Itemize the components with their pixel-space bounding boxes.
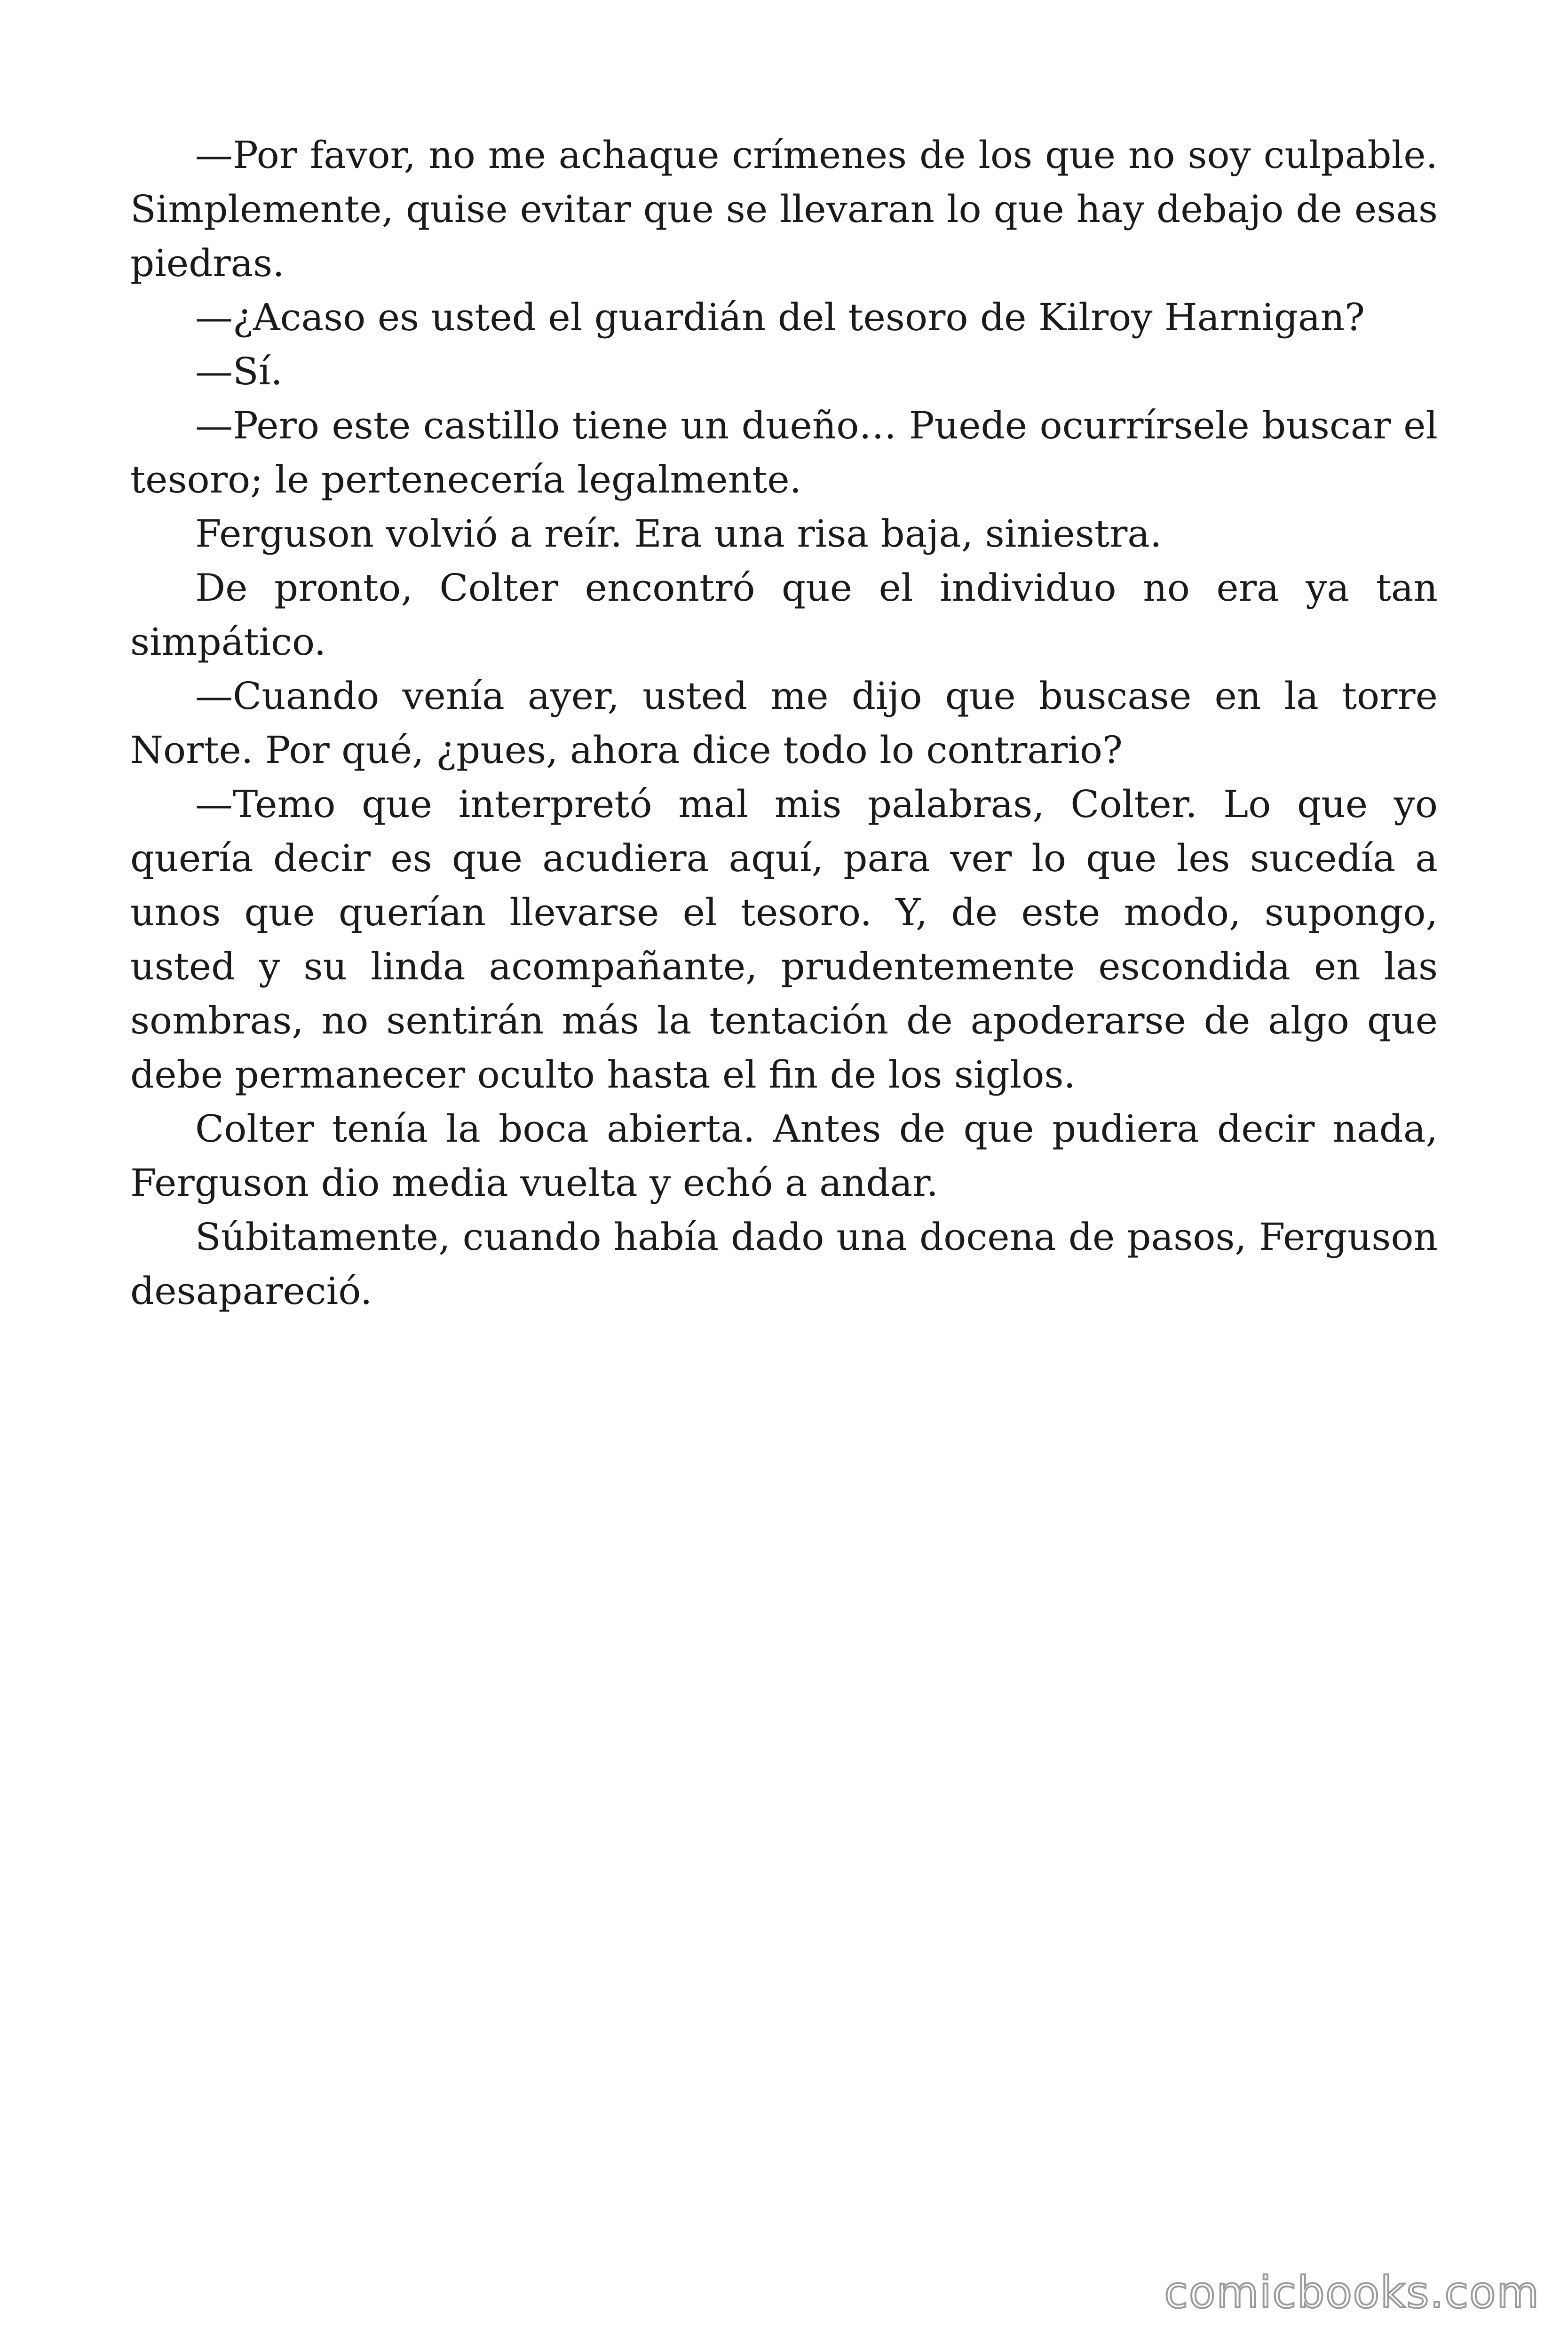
paragraph: —¿Acaso es usted el guardián del tesoro de Kilroy Harnigan?: [195, 295, 1365, 339]
paragraph: —Pero este castillo tiene un dueño… Puede ocurrírsele buscar el tesoro; le pertenecería legalmente.: [130, 404, 1438, 501]
paragraph: Súbitamente, cuando había dado una docena de pasos, Ferguson desapareció.: [130, 1215, 1438, 1313]
paragraph: Ferguson volvió a reír. Era una risa baja, siniestra.: [195, 512, 1162, 556]
paragraph: —Sí.: [195, 350, 283, 393]
page-body-text: [130, 128, 1438, 1318]
site-watermark: comicbooks.com: [1164, 2267, 1540, 2318]
paragraph: —Temo que interpretó mal mis palabras, Colter. Lo que yo quería decir es que acudiera aquí, para ver lo que les sucedía a unos que querían llevarse el tesoro. Y, de este modo, supongo, usted y su linda acompañante, prudentemente escondida en las sombras, no sentirán más la tentación de apoderarse de algo que debe permanecer oculto hasta el fin de los siglos.: [130, 782, 1438, 1097]
paragraph: De pronto, Colter encontró que el individuo no era ya tan simpático.: [130, 566, 1438, 664]
paragraph: —Cuando venía ayer, usted me dijo que buscase en la torre Norte. Por qué, ¿pues, ahora dice todo lo contrario?: [130, 674, 1438, 772]
paragraph: Colter tenía la boca abierta. Antes de que pudiera decir nada, Ferguson dio media vuelta y echó a andar.: [130, 1107, 1438, 1205]
paragraph: —Por favor, no me achaque crímenes de los que no soy culpable. Simplemente, quise evitar que se llevaran lo que hay debajo de esas piedras.: [130, 133, 1438, 285]
